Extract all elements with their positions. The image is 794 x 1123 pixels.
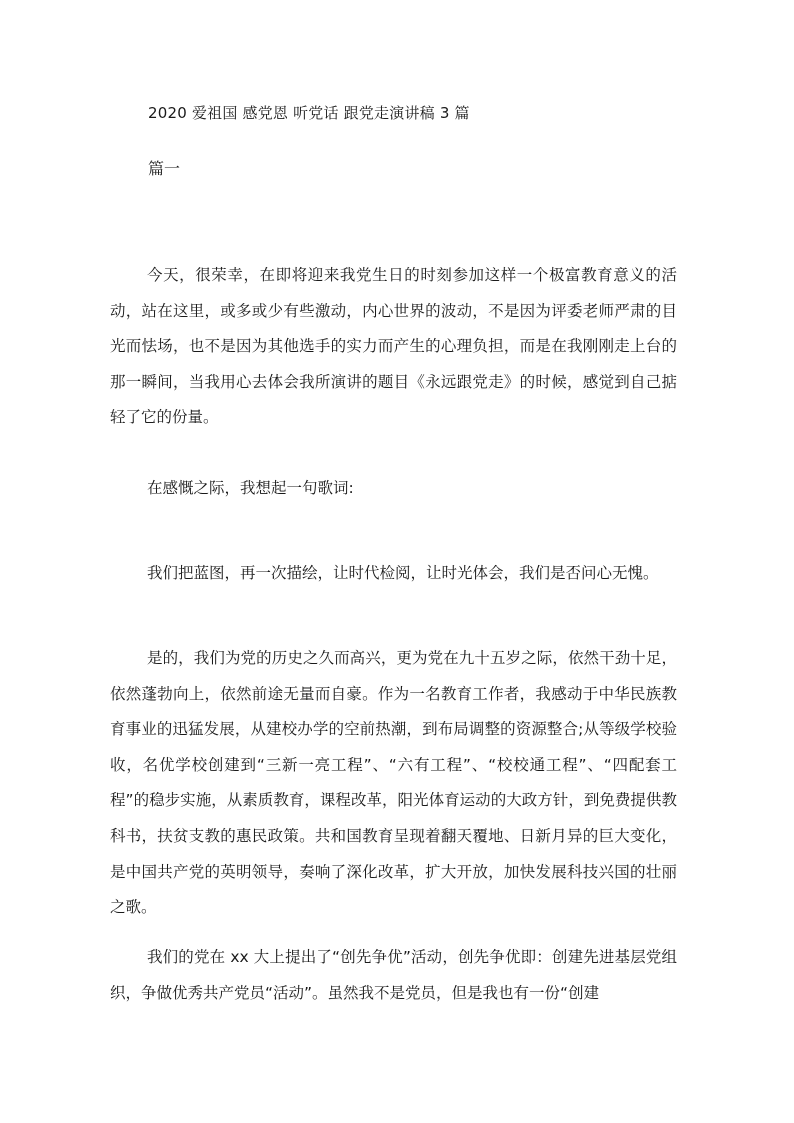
paragraph: 在感慨之际，我想起一句歌词: [147, 479, 354, 497]
paragraph: 我们的党在 xx 大上提出了“创先争优”活动，创先争优即：创建先进基层党组织，争做优秀共产党员“活动”。虽然我不是党员，但是我也有一份“创建 [110, 948, 677, 1002]
document-title: 2020 爱祖国 感党恩 听党话 跟党走演讲稿 3 篇 [148, 104, 470, 122]
paragraph: 今天，很荣幸，在即将迎来我党生日的时刻参加这样一个极富教育意义的活动，站在这里，或多或少有些激动，内心世界的波动，不是因为评委老师严肃的目光而怯场，也不是因为其他选手的实力而产生的心理负担，而是在我刚刚走上台的那一瞬间，当我用心去体会我所演讲的题目《永远跟党走》的时候，感觉到自己掂轻了它的份量。 [110, 266, 677, 427]
paragraph: 是的，我们为党的历史之久而高兴，更为党在九十五岁之际，依然干劲十足，依然蓬勃向上，依然前途无量而自豪。作为一名教育工作者，我感动于中华民族教育事业的迅猛发展，从建校办学的空前热潮，到布局调整的资源整合;从等级学校验收，名优学校创建到“三新一亮工程”、“六有工程”、“校校通工程”、“四配套工程”的稳步实施，从素质教育，课程改革，阳光体育运动的大政方针，到免费提供教科书，扶贫支教的惠民政策。共和国教育呈现着翻天覆地、日新月异的巨大变化，是中国共产党的英明领导，奏响了深化改革，扩大开放，加快发展科技兴国的壮丽之歌。 [110, 649, 677, 917]
paragraph: 我们把蓝图，再一次描绘，让时代检阅，让时光体会，我们是否问心无愧。 [147, 564, 659, 582]
section-heading: 篇一 [148, 159, 181, 178]
